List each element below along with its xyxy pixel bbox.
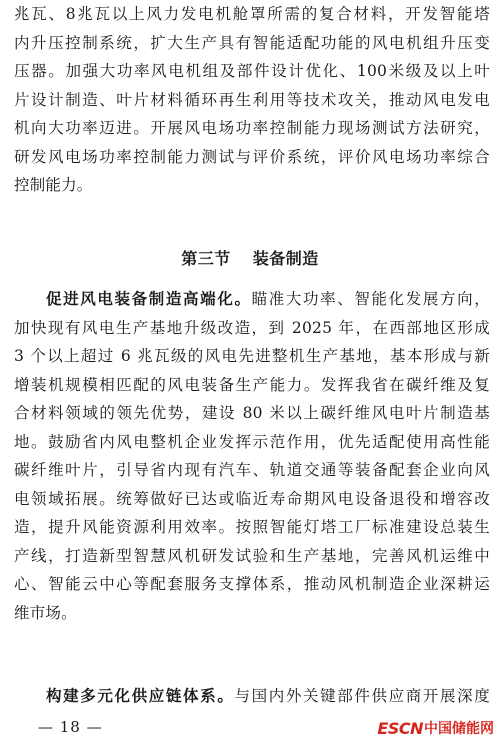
text-line: 碳纤维叶片，引导省内现有汽车、轨道交通等装备配套企业向风 [14,461,490,479]
text-line: 维市场。 [14,603,77,622]
text-line: 加快现有风电生产基地升级改造，到 2025 年，在西部地区形成 [14,318,490,337]
text-line: 机向大功率迈进。开展风电场功率控制能力现场测试方法研究， [14,119,490,137]
logo-latin-text: ESCN [377,718,423,738]
text-line: 兆瓦、8兆瓦以上风力发电机舱罩所需的复合材料，开发智能塔 [14,5,490,23]
paragraph-lead-rest: 与国内外关键部件供应商开展深度 [234,687,490,705]
section-number: 第三节 [181,249,231,268]
logo-cjk-text: 中国储能网 [424,721,494,737]
text-line: 内升压控制系统，扩大生产具有智能适配功能的风电机组升压变 [14,33,490,52]
text-line: 心、智能云中心等配套服务支撑体系，推动风机制造企业深耕运 [14,575,490,593]
page-number: — 18 — [38,718,103,736]
paragraph-supply-chain [14,682,490,711]
paragraph-wind-turbine-materials [14,0,490,200]
escn-logo [377,718,494,738]
paragraph-lead-rest: 瞄准大功率、智能化发展方向， [251,290,490,308]
paragraph-equipment-manufacturing [14,285,490,627]
text-line [14,285,490,314]
text-line: 研发风电场功率控制能力测试与评价系统，评价风电场功率综合 [14,147,490,166]
section-title: 装备制造 [252,249,319,268]
paragraph-lead: 构建多元化供应链体系。 [46,686,235,705]
text-line: 片设计制造、叶片材料循环再生利用等技术攻关，推动风电发电 [14,90,490,109]
text-line: 控制能力。 [14,176,93,194]
text-line: 电领域拓展。统筹做好已达或临近寿命期风电设备退役和增容改 [14,489,490,508]
text-line: 产线，打造新型智慧风机研发试验和生产基地，完善风机运维中 [14,546,490,565]
text-line: 造，提升风能资源利用效率。按照智能灯塔工厂标准建设总装生 [14,518,490,536]
section-heading [0,246,500,269]
text-line: 3 个以上超过 6 兆瓦级的风电先进整机生产基地，基本形成与新 [14,347,490,365]
text-line: 合材料领域的领先优势，建设 80 米以上碳纤维风电叶片制造基 [14,404,490,422]
paragraph-lead: 促进风电装备制造高端化。 [46,289,252,308]
text-line: 地。鼓励省内风电整机企业发挥示范作用，优先适配使用高性能 [14,432,490,451]
text-line: 增装机规模相匹配的风电装备生产能力。发挥我省在碳纤维及复 [14,375,490,394]
text-line [14,682,490,711]
text-line: 压器。加强大功率风电机组及部件设计优化、100米级及以上叶 [14,62,490,80]
